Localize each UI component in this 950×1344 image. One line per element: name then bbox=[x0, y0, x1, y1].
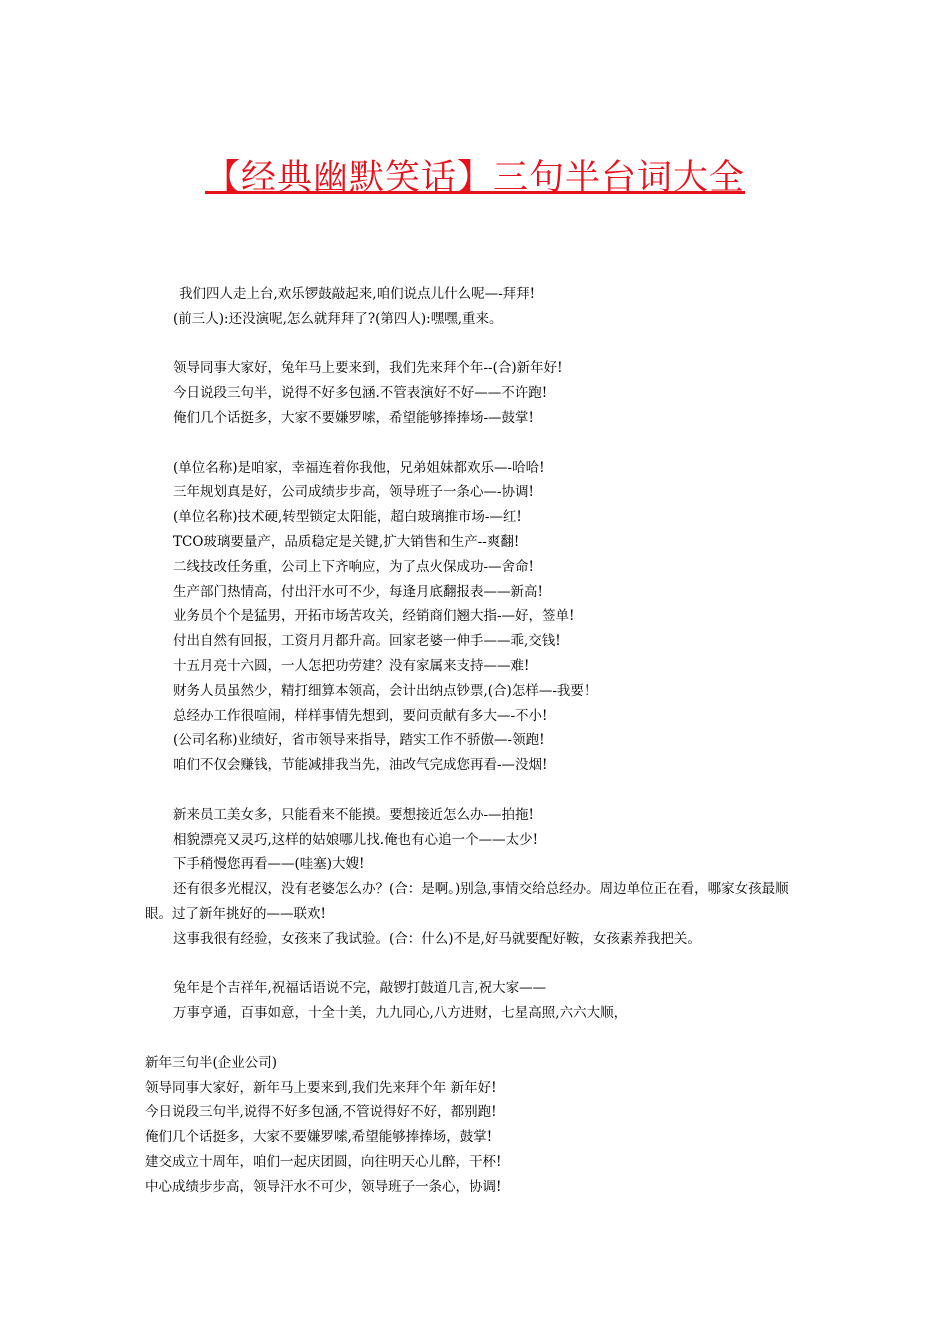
document-body bbox=[145, 282, 810, 1199]
paragraph: 二线技改任务重，公司上下齐响应，为了点火保成功-—舍命! bbox=[173, 558, 534, 575]
paragraph: 建交成立十周年，咱们一起庆团圆，向往明天心儿醉，干杯! bbox=[145, 1153, 502, 1170]
document-title: 【经典幽默笑话】三句半台词大全 bbox=[204, 158, 745, 198]
paragraph: 这事我很有经验，女孩来了我试验。(合：什么)不是,好马就要配好鞍，女孩素养我把关。 bbox=[173, 930, 701, 947]
paragraph: 相貌漂亮又灵巧,这样的姑娘哪儿找.俺也有心追一个——太少! bbox=[173, 831, 539, 848]
paragraph: 俺们几个话挺多，大家不要嫌罗嗦,希望能够捧捧场，鼓掌! bbox=[145, 1129, 493, 1146]
paragraph: 下手稍慢您再看——(哇塞)大嫂! bbox=[173, 856, 365, 873]
paragraph: (公司名称)业绩好，省市领导来指导，踏实工作不骄傲—-领跑! bbox=[173, 732, 545, 749]
paragraph: (前三人):还没演呢,怎么就拜拜了?(第四人):嘿嘿,重来。 bbox=[173, 310, 503, 327]
paragraph: 领导同事大家好，新年马上要来到,我们先来拜个年 新年好! bbox=[145, 1079, 497, 1096]
paragraph: 兔年是个吉祥年,祝福话语说不完，敲锣打鼓道几言,祝大家—— bbox=[173, 980, 547, 997]
paragraph: 咱们不仅会赚钱，节能减排我当先，油改气完成您再看-—没烟! bbox=[173, 757, 548, 774]
paragraph-spacer bbox=[145, 431, 810, 456]
paragraph-spacer bbox=[145, 952, 810, 977]
paragraph: 今日说段三句半,说得不好多包涵,不管说得好不好，都别跑! bbox=[145, 1104, 497, 1121]
paragraph: 生产部门热情高，付出汗水可不少，每逢月底翻报表——新高! bbox=[173, 583, 543, 600]
paragraph: TCO玻璃要量产，品质稳定是关键,扩大销售和生产--爽翻! bbox=[173, 533, 520, 550]
paragraph: 付出自然有回报，工资月月都升高。回家老婆一伸手——乖,交钱! bbox=[173, 633, 561, 650]
paragraph: 领导同事大家好，兔年马上要来到，我们先来拜个年--(合)新年好! bbox=[173, 360, 563, 377]
paragraph: 万事亨通，百事如意，十全十美，九九同心,八方进财，七星高照,六六大顺， bbox=[173, 1005, 628, 1022]
paragraph: 俺们几个话挺多，大家不要嫌罗嗦，希望能够捧捧场-—鼓掌! bbox=[173, 409, 534, 426]
paragraph: 我们四人走上台,欢乐锣鼓敲起来,咱们说点儿什么呢—-拜拜! bbox=[179, 286, 536, 302]
paragraph-spacer bbox=[145, 778, 810, 803]
paragraph: 总经办工作很喧闹，样样事情先想到，要问贡献有多大—-不小! bbox=[173, 707, 548, 724]
paragraph-spacer bbox=[145, 1026, 810, 1051]
paragraph: 业务员个个是猛男，开拓市场苦攻关，经销商们翘大指-—好，签单! bbox=[173, 608, 575, 625]
paragraph: 三年规划真是好，公司成绩步步高，领导班子一条心—-协调! bbox=[173, 484, 534, 501]
paragraph: 还有很多光棍汉，没有老婆怎么办？(合：是啊。)别急,事情交给总经办。周边单位正在看，哪家女孩最顺眼。过了新年挑好的——联欢! bbox=[145, 881, 789, 922]
paragraph-spacer bbox=[145, 332, 810, 357]
paragraph: 财务人员虽然少，精打细算本领高，会计出纳点钞票,(合)怎样—-我要！ bbox=[173, 682, 598, 699]
paragraph: (单位名称)是咱家，幸福连着你我他，兄弟姐妹都欢乐—-哈哈! bbox=[173, 459, 545, 476]
paragraph: 中心成绩步步高，领导汗水不可少，领导班子一条心，协调! bbox=[145, 1178, 502, 1195]
section-heading: 新年三句半(企业公司) bbox=[145, 1054, 278, 1071]
paragraph: 新来员工美女多，只能看来不能摸。要想接近怎么办-—拍拖! bbox=[173, 806, 534, 823]
paragraph: (单位名称)技术硬,转型锁定太阳能，超白玻璃推市场-—红! bbox=[173, 509, 522, 526]
paragraph: 十五月亮十六圆，一人怎把功劳建？没有家属来支持——难! bbox=[173, 657, 530, 674]
paragraph: 今日说段三句半，说得不好多包涵.不管表演好不好——不许跑! bbox=[173, 385, 548, 402]
